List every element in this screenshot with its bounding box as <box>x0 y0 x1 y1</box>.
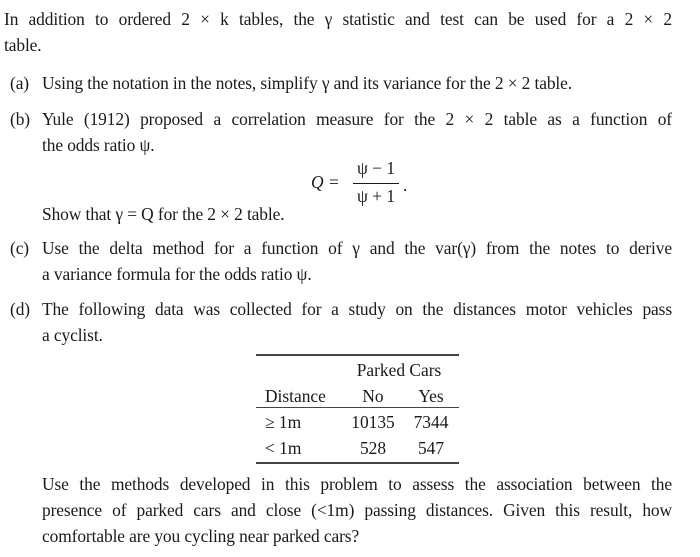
part-d-line-1: The following data was collected for a study on the distances motor vehicles pass <box>42 299 672 319</box>
part-d-followup-line-1: Use the methods developed in this problem to assess the association between the <box>42 474 672 494</box>
table-mid-rule <box>256 407 459 408</box>
table-row-1-yes: 7344 <box>413 412 449 432</box>
table-row-1-distance: ≥ 1m <box>265 412 302 432</box>
formula-denominator: ψ + 1 <box>356 186 396 206</box>
formula-period: . <box>403 175 408 195</box>
part-b-line-1: Yule (1912) proposed a correlation measure for the 2 × 2 table as a function of <box>42 109 672 129</box>
part-d-followup-line-2: presence of parked cars and close (<1m) passing distances. Given this result, how <box>42 500 672 520</box>
part-d-label: (d) <box>10 299 30 319</box>
fraction-bar <box>353 183 399 184</box>
table-row-1-no: 10135 <box>351 412 395 432</box>
part-d-line-2: a cyclist. <box>42 325 103 345</box>
table-header-yes: Yes <box>418 386 444 406</box>
table-top-rule <box>256 354 459 356</box>
part-b-show-that: Show that γ = Q for the 2 × 2 table. <box>42 204 285 224</box>
intro-line-2: table. <box>4 35 42 55</box>
part-c-line-2: a variance formula for the odds ratio ψ. <box>42 264 312 284</box>
part-a-text: Using the notation in the notes, simplify γ and its variance for the 2 × 2 table. <box>42 73 573 93</box>
part-a-label: (a) <box>10 73 30 93</box>
part-d-followup-line-3: comfortable are you cycling near parked cars? <box>42 526 360 546</box>
table-bottom-rule <box>256 462 459 464</box>
formula-lhs: Q = <box>311 172 340 192</box>
table-row-2-yes: 547 <box>417 438 445 458</box>
intro-line-1: In addition to ordered 2 × k tables, the γ statistic and test can be used for a 2 × 2 <box>4 9 672 29</box>
part-c-label: (c) <box>10 238 30 258</box>
table-row-2-distance: < 1m <box>265 438 302 458</box>
table-header-no: No <box>362 386 384 406</box>
table-group-header: Parked Cars <box>356 360 442 380</box>
formula-numerator: ψ − 1 <box>356 158 396 178</box>
yule-q-formula <box>311 158 431 206</box>
part-b-line-2: the odds ratio ψ. <box>42 135 155 155</box>
table-row-2-no: 528 <box>359 438 387 458</box>
table-header-distance: Distance <box>265 386 326 406</box>
part-b-label: (b) <box>10 109 30 129</box>
part-c-line-1: Use the delta method for a function of γ and the var(γ) from the notes to derive <box>42 238 672 258</box>
